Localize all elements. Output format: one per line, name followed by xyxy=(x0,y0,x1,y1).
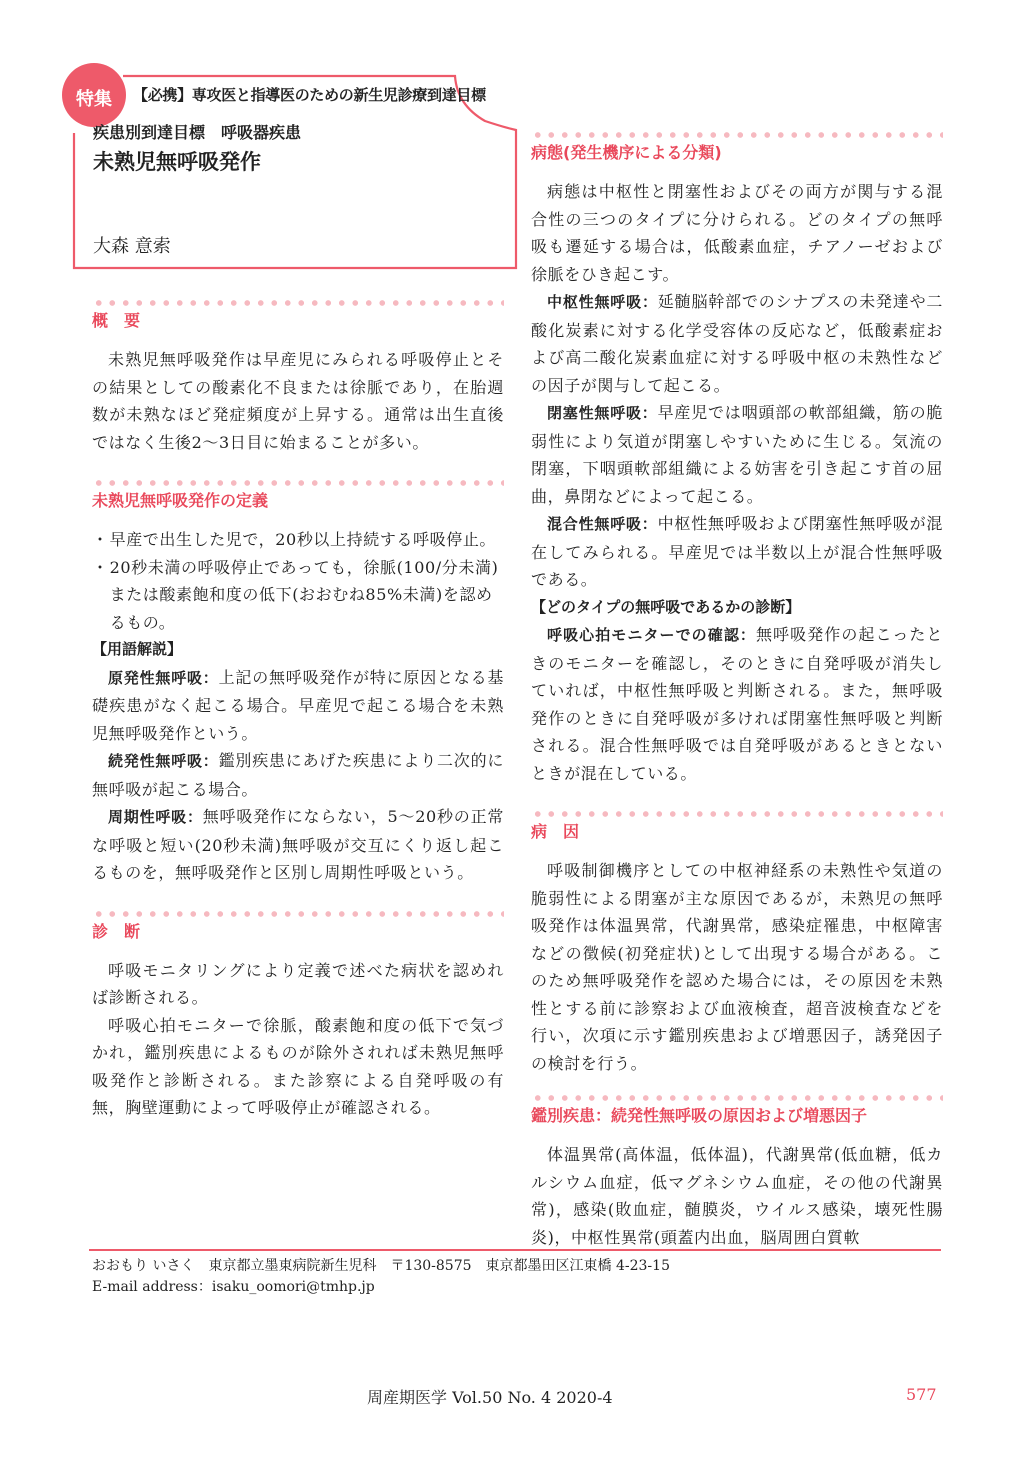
section-title: 病態(発生機序による分類) xyxy=(531,143,722,162)
definition-list xyxy=(92,526,504,636)
dotted-divider xyxy=(92,480,504,486)
author-affiliation: おおもり いさく 東京都立墨東病院新生児科 〒130-8575 東京都墨田区江東橋 4-23-15 xyxy=(92,1258,670,1274)
term: 中枢性無呼吸： xyxy=(547,293,658,311)
section-heading-pathophysiology xyxy=(531,122,943,164)
dotted-divider xyxy=(92,911,504,917)
term: 閉塞性無呼吸： xyxy=(547,404,658,422)
feature-badge: 特集 xyxy=(62,63,126,127)
glossary-heading: 【用語解説】 xyxy=(92,640,183,658)
paragraph: 呼吸心拍モニターで徐脈，酸素飽和度の低下で気づかれ，鑑別疾患によるものが除外されれば未熟児無呼吸発作と診断される。また診察による自発呼吸の有無，胸壁運動によって呼吸停止が確認される。 xyxy=(92,1015,504,1117)
dotted-divider xyxy=(92,300,504,306)
term: 周期性呼吸： xyxy=(108,808,203,826)
term: 混合性無呼吸： xyxy=(547,515,658,533)
section-heading-etiology xyxy=(531,801,943,843)
type-diagnosis-heading: 【どのタイプの無呼吸であるかの診断】 xyxy=(531,597,801,616)
section-heading-definition xyxy=(92,470,504,512)
section-title: 未熟児無呼吸発作の定義 xyxy=(92,491,269,510)
right-column xyxy=(531,122,943,1251)
term: 呼吸心拍モニターでの確認： xyxy=(547,626,756,644)
dotted-divider xyxy=(531,132,943,138)
left-column xyxy=(92,290,504,1122)
section-heading-overview xyxy=(92,290,504,332)
category-label: 疾患別到達目標 呼吸器疾患 xyxy=(93,123,302,142)
section-heading-diagnosis xyxy=(92,901,504,943)
list-item: ・早産で出生した児で，20秒以上持続する呼吸停止。 xyxy=(92,530,497,549)
section-title: 鑑別疾患：続発性無呼吸の原因および増悪因子 xyxy=(531,1106,868,1125)
term-entry: 閉塞性無呼吸：早産児では咽頭部の軟部組織，筋の脆弱性により気道が閉塞しやすいために生じる。気流の閉塞，下咽頭軟部組織による妨害を引き起こす首の屈曲，鼻閉などによって起こる。 xyxy=(531,403,944,506)
term-entry: 呼吸心拍モニターでの確認：無呼吸発作の起こったときのモニターを確認し，そのときに自発呼吸が消失していれば，中枢性無呼吸と判断される。また，無呼吸発作のときに自発呼吸が多ければ閉塞性無呼吸と判断される。混合性無呼吸では自発呼吸があるときとないときが混在している。 xyxy=(531,625,943,783)
section-title: 概 要 xyxy=(92,311,141,330)
list-item: ・20秒未満の呼吸停止であっても，徐脈(100/分未満)または酸素飽和度の低下(おおむね85%未満)を認めるもの。 xyxy=(92,557,499,632)
dotted-divider xyxy=(531,811,943,817)
article-title: 未熟児無呼吸発作 xyxy=(93,150,261,174)
glossary-entry: 続発性無呼吸：鑑別疾患にあげた疾患により二次的に無呼吸が起こる場合。 xyxy=(92,751,505,799)
term: 原発性無呼吸： xyxy=(108,668,219,687)
author-email[interactable]: E-mail address：isaku_oomori@tmhp.jp xyxy=(92,1279,375,1295)
paragraph: 体温異常(高体温，低体温)，代謝異常(低血糖，低カルシウム血症，低マグネシウム血症，その他の代謝異常)，感染(敗血症，髄膜炎，ウイルス感染，壊死性腸炎)，中枢性異常(頭蓋内出血，脳周囲白質軟 xyxy=(531,1145,943,1247)
section-heading-differential xyxy=(531,1085,943,1127)
term-entry: 混合性無呼吸：中枢性無呼吸および閉塞性無呼吸が混在してみられる。早産児では半数以上が混合性無呼吸である。 xyxy=(531,514,944,589)
page-number: 577 xyxy=(906,1385,937,1404)
glossary-entry: 周期性呼吸：無呼吸発作にならない，5～20秒の正常な呼吸と短い(20秒未満)無呼吸が交互にくり返し起こるものを，無呼吸発作と区別し周期性呼吸という。 xyxy=(92,807,504,882)
paragraph: 呼吸制御機序としての中枢神経系の未熟性や気道の脆弱性による閉塞が主な原因であるが，未熟児の無呼吸発作は体温異常，代謝異常，感染症罹患，中枢障害などの徴候(初発症状)として出現する場合がある。このため無呼吸発作を認めた場合には，その原因を未熟性とする前に診察および血液検査，超音波検査などを行い，次項に示す鑑別疾患および増悪因子，誘発因子の検討を行う。 xyxy=(531,861,943,1073)
term: 続発性無呼吸： xyxy=(108,752,219,770)
paragraph: 呼吸モニタリングにより定義で述べた病状を認めれば診断される。 xyxy=(92,960,504,1007)
author-name: 大森 意索 xyxy=(93,236,171,257)
term-entry: 中枢性無呼吸：延髄脳幹部でのシナプスの未発達や二酸化炭素に対する化学受容体の反応など，低酸素症および高二酸化炭素血症に対する呼吸中枢の未熟性などの因子が関与して起こる。 xyxy=(531,292,943,395)
section-title: 診 断 xyxy=(92,921,141,941)
journal-citation: 周産期医学 Vol.50 No. 4 2020-4 xyxy=(367,1388,613,1407)
glossary-entry: 原発性無呼吸：上記の無呼吸発作が特に原因となる基礎疾患がなく起こる場合。早産児で起こる場合を未熟児無呼吸発作という。 xyxy=(92,667,505,743)
footer-divider xyxy=(89,1249,941,1251)
series-title: 【必携】専攻医と指導医のための新生児診療到達目標 xyxy=(133,86,486,104)
paragraph: 未熟児無呼吸発作は早産児にみられる呼吸停止とその結果としての酸素化不良または徐脈であり，在胎週数が未熟なほど発症頻度が上昇する。通常は出生直後ではなく生後2～3日目に始まることが多い。 xyxy=(92,350,504,452)
paragraph: 病態は中枢性と閉塞性およびその両方が関与する混合性の三つのタイプに分けられる。どのタイプの無呼吸も遷延する場合は，低酸素血症，チアノーゼおよび徐脈をひき起こす。 xyxy=(531,182,943,284)
dotted-divider xyxy=(531,1095,943,1101)
section-title: 病 因 xyxy=(531,822,580,841)
